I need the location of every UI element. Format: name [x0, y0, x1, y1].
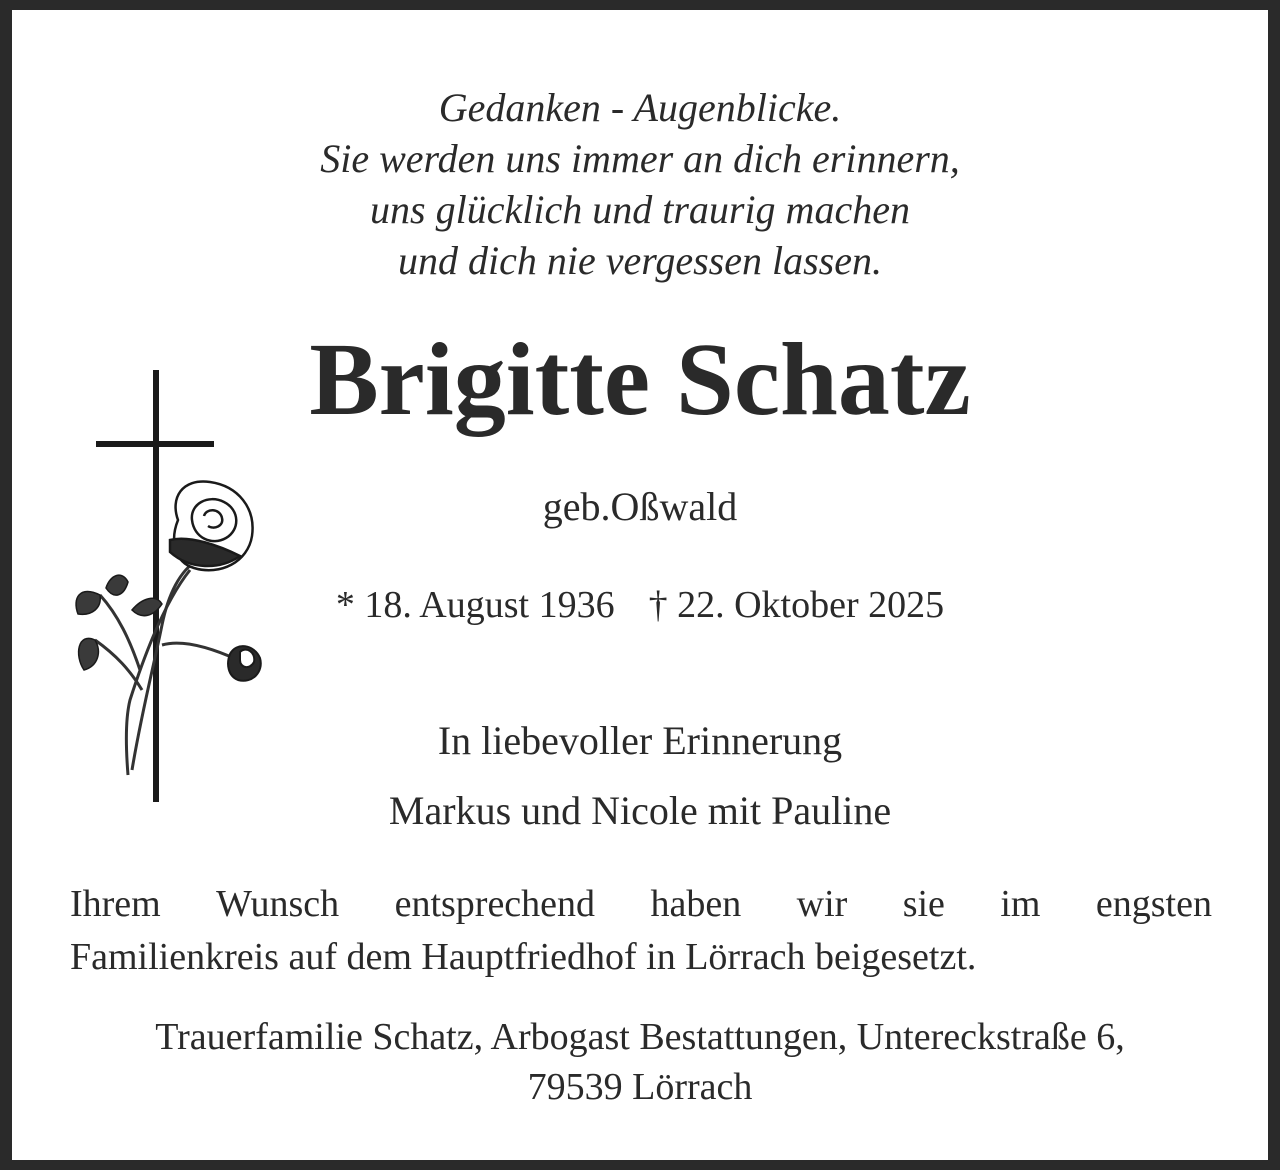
funeral-contact [12, 1012, 1268, 1112]
poem [12, 82, 1268, 286]
notice-word: sie [902, 883, 945, 925]
poem-line: Sie werden uns immer an dich erinnern, [320, 136, 960, 181]
burial-notice-line-2: Familienkreis auf dem Hauptfriedhof in Lörrach beigesetzt. [70, 936, 977, 978]
contact-line: Trauerfamilie Schatz, Arbogast Bestattungen, Untereckstraße 6, [155, 1016, 1125, 1058]
deceased-name: Brigitte Schatz [309, 322, 971, 437]
obituary-card [12, 10, 1268, 1160]
notice-word: haben [650, 883, 742, 925]
notice-word: wir [796, 883, 848, 925]
burial-notice-line-1 [70, 878, 1212, 931]
life-dates [12, 580, 1268, 630]
contact-line: 79539 Lörrach [527, 1066, 753, 1108]
poem-line: uns glücklich und traurig machen [370, 187, 910, 232]
notice-word: Ihrem [70, 883, 161, 925]
notice-word: entsprechend [394, 883, 596, 925]
burial-notice [70, 878, 1212, 984]
notice-word: engsten [1095, 883, 1212, 925]
poem-line: und dich nie vergessen lassen. [398, 238, 882, 283]
death-date: † 22. Oktober 2025 [648, 584, 945, 626]
birth-name: geb.Oßwald [542, 484, 738, 529]
remembrance [12, 706, 1268, 846]
poem-line: Gedanken - Augenblicke. [438, 85, 842, 130]
notice-word: im [1000, 883, 1041, 925]
birth-date: * 18. August 1936 [335, 584, 615, 626]
mourners: Markus und Nicole mit Pauline [388, 788, 892, 833]
remembrance-line: In liebevoller Erinnerung [437, 718, 843, 763]
notice-word: Wunsch [216, 883, 340, 925]
